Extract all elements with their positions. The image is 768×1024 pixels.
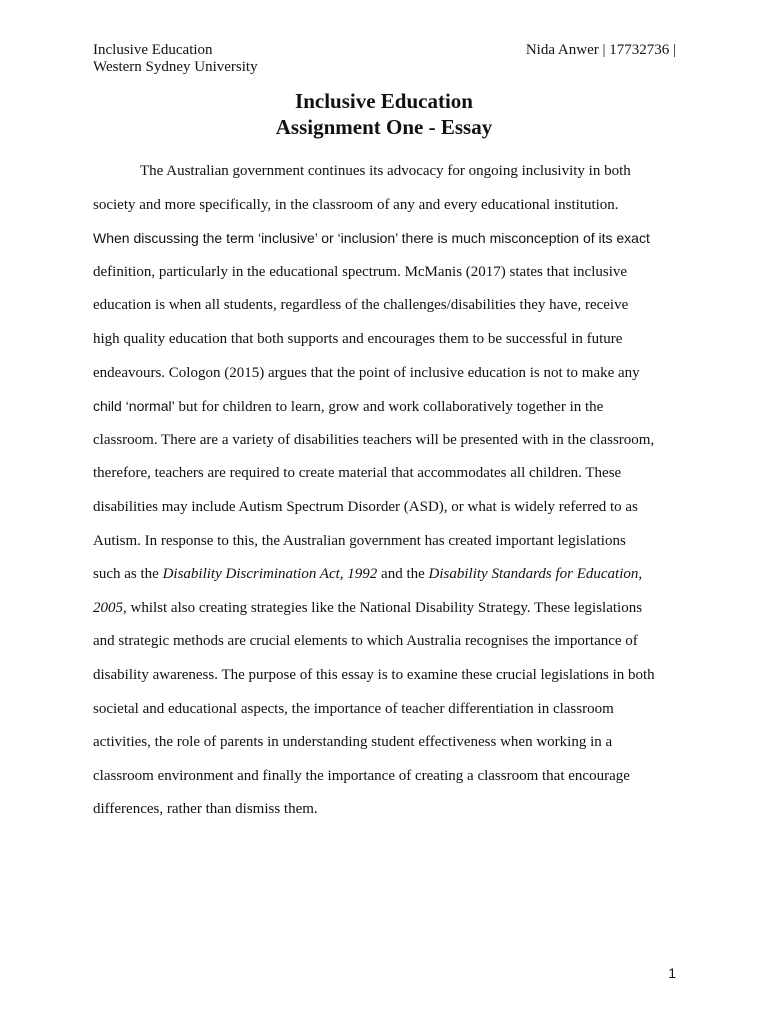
act-citation: Disability Discrimination Act, 1992 xyxy=(162,566,378,583)
line-text: such as the xyxy=(93,566,163,583)
paragraph-line: disability awareness. The purpose of this essay is to examine these crucial legislations in both xyxy=(93,666,655,683)
header-left xyxy=(93,42,258,76)
paragraph-line: high quality education that both supports and encourages them to be successful in future xyxy=(93,330,623,347)
document-title xyxy=(0,88,768,140)
paragraph-line: societal and educational aspects, the importance of teacher differentiation in classroom xyxy=(93,700,614,717)
paragraph-line: society and more specifically, in the classroom of any and every educational institution. xyxy=(93,196,619,213)
paragraph-line: activities, the role of parents in understanding student effectiveness when working in a xyxy=(93,734,613,751)
header-course-title: Inclusive Education xyxy=(93,42,213,58)
paragraph-line xyxy=(93,563,683,597)
paragraph-line xyxy=(93,395,683,429)
paragraph-line: classroom. There are a variety of disabilities teachers will be presented with in the classroom, xyxy=(93,431,655,448)
paragraph-line: Autism. In response to this, the Australian government has created important legislations xyxy=(93,532,626,549)
line-text: but for children to learn, grow and work collaboratively together in the xyxy=(174,399,604,416)
standards-year: 2005, xyxy=(93,599,127,616)
paragraph-line: When discussing the term ‘inclusive’ or ‘inclusion’ there is much misconception of its exact xyxy=(93,230,650,247)
paragraph-line: endeavours. Cologon (2015) argues that the point of inclusive education is not to make any xyxy=(93,364,640,381)
paragraph-line: therefore, teachers are required to create material that accommodates all children. These xyxy=(93,465,622,482)
standards-citation: Disability Standards for Education, xyxy=(428,566,643,583)
header-university: Western Sydney University xyxy=(93,59,258,75)
paragraph-line: definition, particularly in the educational spectrum. McManis (2017) states that inclusive xyxy=(93,263,628,280)
header-author-id: Nida Anwer | 17732736 | xyxy=(525,42,676,58)
title-line-1: Inclusive Education xyxy=(295,89,473,113)
paragraph-line: The Australian government continues its advocacy for ongoing inclusivity in both xyxy=(140,163,631,179)
line-text: whilst also creating strategies like the National Disability Strategy. These legislations xyxy=(126,599,643,616)
paragraph-line: differences, rather than dismiss them. xyxy=(93,801,318,818)
essay-paragraph xyxy=(93,160,683,832)
page-number: 1 xyxy=(668,965,676,981)
paragraph-line: classroom environment and finally the importance of creating a classroom that encourage xyxy=(93,767,630,784)
paragraph-line xyxy=(93,597,683,631)
title-line-2: Assignment One - Essay xyxy=(275,115,493,139)
paragraph-line: and strategic methods are crucial elements to which Australia recognises the importance of xyxy=(93,633,638,650)
paragraph-line: education is when all students, regardless of the challenges/disabilities they have, receive xyxy=(93,297,629,314)
quoted-phrase: child ‘normal’ xyxy=(93,398,175,415)
paragraph-line: disabilities may include Autism Spectrum Disorder (ASD), or what is widely referred to as xyxy=(93,498,638,515)
line-text: and the xyxy=(377,566,429,583)
